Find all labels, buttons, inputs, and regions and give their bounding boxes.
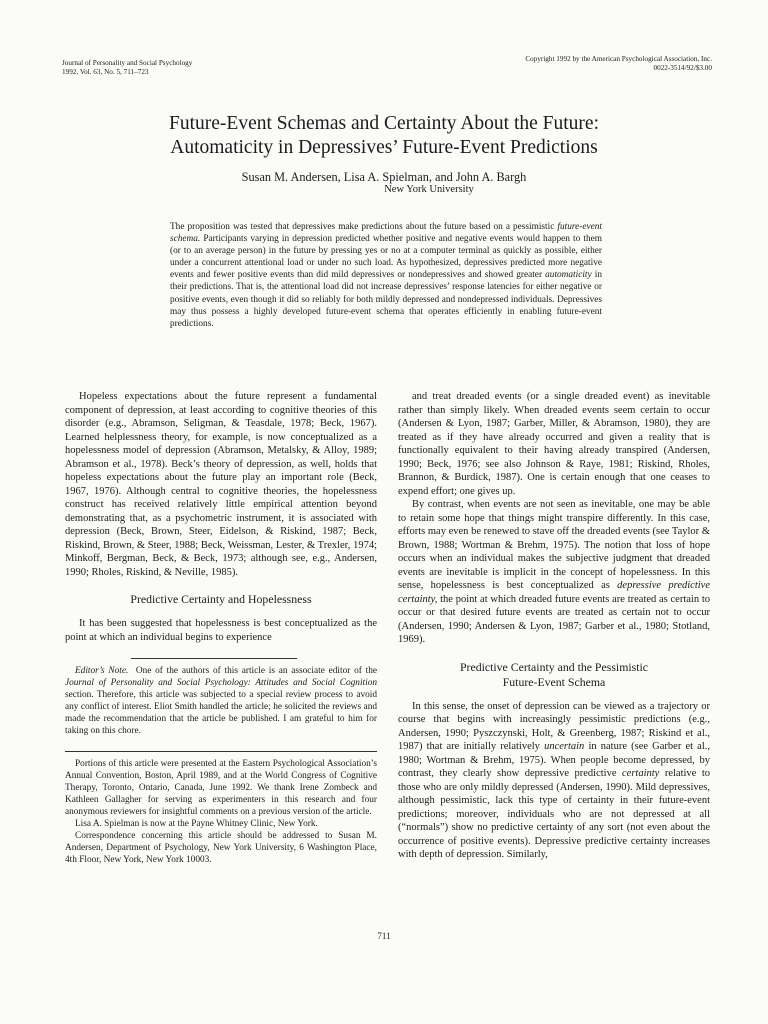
key-term: uncertain (544, 741, 585, 752)
body-paragraph: Hopeless expectations about the future represent a fundamental component of depression, at least according to cognitive theories of this disorder (e.g., Abramson, Seligman, & Teasdale, 1978; Beck, 1967). Learned helplessness theory, for example, is now conceptualized as a hopelessness model of depression (Abramson, Metalsky, & Alloy, 1989; Abramson et al., 1978). Beck’s theory of depression, as well, holds that hopeless expectations about the future play an important role (Beck, 1967, 1976). Although central to cognitive theories, the hopelessness construct has received relatively little empirical attention beyond demonstrating that, as a psychometric instrument, it is associated with depression (Beck, Brown, Steer, Eidelson, & Riskind, 1987; Beck, Riskind, Brown, & Steer, 1988; Beck, Weissman, Lester, & Trexler, 1974; Minkoff, Bergman, Beck, & Beck, 1973; although see, e.g., Andersen, 1990; Rholes, Riskind, & Neville, 1985). (65, 391, 377, 578)
footnote-divider (65, 751, 377, 752)
abstract (170, 221, 602, 330)
editors-note-text: section. Therefore, this article was subjected to a special review process to avoid any conflict of interest. Eliot Smith handled the article; he solicited the reviews and made the recommendation that the article be published. I am grateful to him for taking on this chore. (65, 690, 377, 736)
body-text: the point at which dreaded future events are treated as certain to occur or that desired future events are treated as certain not to occur (Andersen, 1990; Andersen & Lyon, 1987; Garber et al., 1980; Stotland, 1969). (398, 593, 710, 645)
abstract-emphasis: future-event schema. (170, 222, 602, 245)
abstract-text: in their predictions. That is, the attentional load did not increase depressives’ response latencies for either negative or positive events, even though it did so reliably for both mildly depressed and nondepressed individuals. Depressives may thus possess a highly developed future-event schema that operates efficiently in enabling future-event predictions. (170, 270, 602, 329)
body-text: In this sense, the onset of depression can be viewed as a trajectory or course that begins with increasingly pessimistic predictions (e.g., Andersen, 1990; Pyszczynski, Holt, & Greenberg, 1987; Riskind et al., 1987) that are initially relatively (398, 700, 710, 752)
body-paragraph (398, 498, 710, 647)
journal-citation (62, 59, 192, 76)
footnote: Correspondence concerning this article should be addressed to Susan M. Andersen, Department of Psychology, New York University, 6 Washington Place, 4th Floor, New York, New York 10003. (65, 831, 377, 865)
footnote-divider (131, 658, 297, 659)
section-heading (398, 660, 710, 690)
journal-volume: 1992, Vol. 63, No. 5, 711–723 (62, 67, 149, 76)
author-footnotes (65, 758, 377, 866)
body-paragraph: It has been suggested that hopelessness is best conceptualized as the point at which an individual begins to experience (65, 618, 377, 643)
editors-note-label: Editor’s Note. (75, 666, 129, 676)
title-line-1: Future-Event Schemas and Certainty About the Future: (169, 113, 599, 134)
journal-section-name: Journal of Personality and Social Psychology: Attitudes and Social Cognition (65, 678, 377, 688)
editors-note-text: One of the authors of this article is an associate editor of the (135, 666, 377, 676)
heading-line-1: Predictive Certainty and the Pessimistic (459, 659, 649, 674)
issn-price: 0022-3514/92/$3.00 (653, 63, 712, 72)
section-heading: Predictive Certainty and Hopelessness (130, 592, 312, 606)
heading-line-2: Future-Event Schema (502, 674, 606, 689)
key-term: certainty (622, 768, 660, 779)
body-text: relative to those who are only mildly depressed (Andersen, 1990). Mild depressives, although pessimistic, lack this type of certainty in their future-event predictions; moreover, individuals who are not depressed at all (“normals”) show no predictive certainty of any sort (not even about the occurrence of positive events). Depressive predictive certainty increases with depth of depression. Similarly, (398, 768, 711, 860)
page-number: 711 (377, 931, 391, 941)
footnote: Lisa A. Spielman is now at the Payne Whitney Clinic, New York. (75, 819, 318, 829)
journal-name: Journal of Personality and Social Psychology (62, 59, 193, 67)
abstract-text: Participants varying in depression predicted whether positive and negative events would happen to them (or to an average person) in the future by pressing yes or no at a computer terminal as quickly as possible, either under a concurrent attentional load or under no such load. As hypothesized, depressives predicted more negative events and fewer positive events than did mild depressives or nondepressives and showed greater (170, 234, 602, 281)
body-text: in nature (see Garber et al., 1980; Wortman & Brehm, 1975). When people become depressed, by contrast, they clearly show depressive predictive (398, 741, 710, 779)
copyright-block (525, 55, 712, 72)
abstract-text: The proposition was tested that depressives make predictions about the future based on a pessimistic (170, 222, 558, 232)
left-column (65, 390, 377, 866)
affiliation: New York University (384, 184, 474, 195)
body-paragraph: and treat dreaded events (or a single dreaded event) as inevitable rather than simply likely. When dreaded events seem certain to occur (Andersen & Lyon, 1987; Garber, Miller, & Abramson, 1980), they are treated as if they have already occurred and given a reality that is functionally equivalent to their having already transpired (Andersen, 1990; Beck, 1976; see also Johnson & Raye, 1981; Riskind, Rholes, Brannon, & Burdick, 1987). One is certain enough that one ceases to expend effort; one gives up. (398, 391, 710, 497)
copyright-notice: Copyright 1992 by the American Psychological Association, Inc. (525, 55, 712, 63)
footnote: Portions of this article were presented at the Eastern Psychological Association’s Annual Convention, Boston, April 1989, and at the World Congress of Cognitive Therapy, Toronto, Ontario, Canada, June 1992. We thank Irene Zombeck and Kathleen Gallagher for serving as experimenters in this research and four anonymous reviewers for insightful comments on a previous version of the article. (65, 759, 377, 817)
abstract-emphasis: automaticity (545, 270, 592, 281)
editors-note (65, 665, 377, 737)
author-list: Susan M. Andersen, Lisa A. Spielman, and John A. Bargh (241, 170, 527, 184)
key-term: depressive predictive certainty, (398, 580, 710, 605)
article-title (0, 112, 768, 160)
title-line-2: Automaticity in Depressives’ Future-Event Predictions (170, 137, 598, 158)
body-text: By contrast, when events are not seen as inevitable, one may be able to retain some hope that things might transpire differently. In this case, efforts may even be renewed to stave off the dreaded events (see Taylor & Brown, 1988; Wortman & Brehm, 1975). The notion that loss of hope occurs when an individual makes the subjective judgment that dreaded events are inevitable is implicit in the concept of hopelessness. In this sense, hopelessness is best conceptualized as (398, 499, 710, 591)
body-paragraph (398, 700, 710, 862)
right-column (398, 390, 710, 862)
